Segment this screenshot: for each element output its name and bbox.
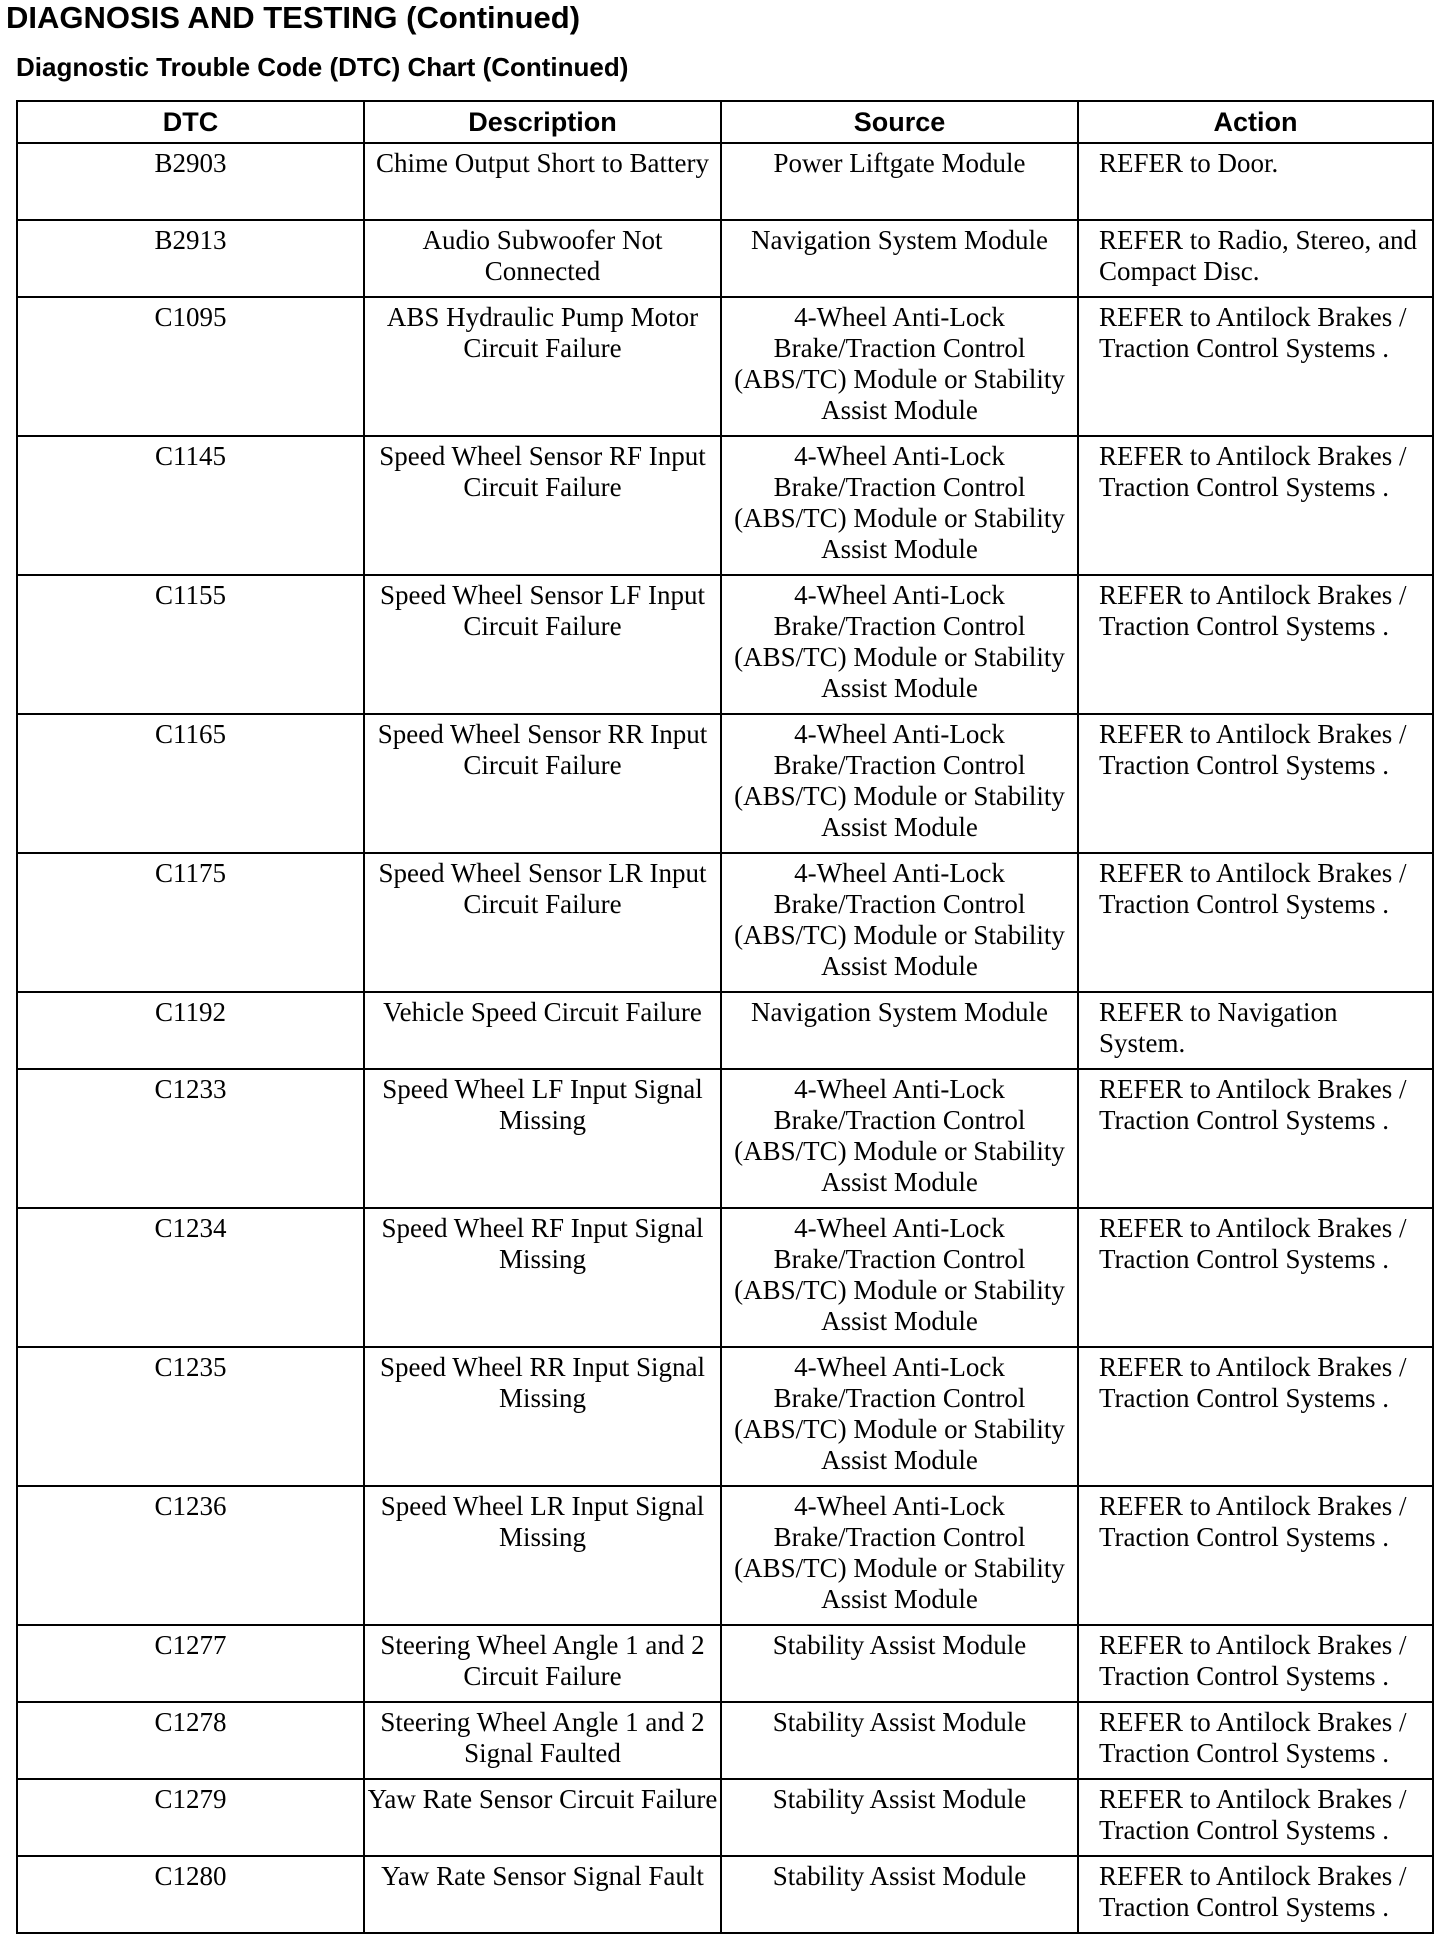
dtc-source: 4-Wheel Anti-Lock Brake/Traction Control (ABS/TC) Module or Stability Assist Module <box>721 436 1078 575</box>
column-header-dtc: DTC <box>17 101 364 143</box>
section-subtitle: Diagnostic Trouble Code (DTC) Chart (Continued) <box>16 52 629 82</box>
dtc-action: REFER to Antilock Brakes / Traction Control Systems . <box>1078 1625 1433 1702</box>
dtc-description: Vehicle Speed Circuit Failure <box>364 992 721 1069</box>
dtc-code: C1278 <box>17 1702 364 1779</box>
dtc-source: 4-Wheel Anti-Lock Brake/Traction Control (ABS/TC) Module or Stability Assist Module <box>721 575 1078 714</box>
dtc-action: REFER to Antilock Brakes / Traction Control Systems . <box>1078 1779 1433 1856</box>
dtc-description: Speed Wheel Sensor LR Input Circuit Failure <box>364 853 721 992</box>
dtc-action: REFER to Antilock Brakes / Traction Control Systems . <box>1078 1347 1433 1486</box>
dtc-code: C1175 <box>17 853 364 992</box>
dtc-description: Yaw Rate Sensor Circuit Failure <box>364 1779 721 1856</box>
table-row <box>17 1779 1433 1856</box>
dtc-action: REFER to Antilock Brakes / Traction Control Systems . <box>1078 436 1433 575</box>
dtc-action: REFER to Antilock Brakes / Traction Control Systems . <box>1078 1702 1433 1779</box>
dtc-code: C1095 <box>17 297 364 436</box>
dtc-code: C1192 <box>17 992 364 1069</box>
dtc-action: REFER to Antilock Brakes / Traction Control Systems . <box>1078 1208 1433 1347</box>
dtc-source: 4-Wheel Anti-Lock Brake/Traction Control (ABS/TC) Module or Stability Assist Module <box>721 297 1078 436</box>
dtc-source: 4-Wheel Anti-Lock Brake/Traction Control (ABS/TC) Module or Stability Assist Module <box>721 1486 1078 1625</box>
dtc-action: REFER to Radio, Stereo, and Compact Disc. <box>1078 220 1433 297</box>
table-row <box>17 853 1433 992</box>
dtc-source: 4-Wheel Anti-Lock Brake/Traction Control (ABS/TC) Module or Stability Assist Module <box>721 1069 1078 1208</box>
dtc-code: C1145 <box>17 436 364 575</box>
table-row <box>17 575 1433 714</box>
dtc-code: C1277 <box>17 1625 364 1702</box>
dtc-source: Stability Assist Module <box>721 1702 1078 1779</box>
dtc-source: 4-Wheel Anti-Lock Brake/Traction Control (ABS/TC) Module or Stability Assist Module <box>721 714 1078 853</box>
table-row <box>17 714 1433 853</box>
table-header-row <box>17 101 1433 143</box>
table-row <box>17 1069 1433 1208</box>
table-row <box>17 1702 1433 1779</box>
dtc-description: ABS Hydraulic Pump Motor Circuit Failure <box>364 297 721 436</box>
table-row <box>17 436 1433 575</box>
dtc-description: Speed Wheel LF Input Signal Missing <box>364 1069 721 1208</box>
dtc-code: C1235 <box>17 1347 364 1486</box>
column-header-description: Description <box>364 101 721 143</box>
dtc-chart-table <box>16 100 1434 1934</box>
dtc-description: Audio Subwoofer Not Connected <box>364 220 721 297</box>
table-row <box>17 143 1433 220</box>
dtc-source: Navigation System Module <box>721 220 1078 297</box>
table-row <box>17 1347 1433 1486</box>
dtc-source: 4-Wheel Anti-Lock Brake/Traction Control (ABS/TC) Module or Stability Assist Module <box>721 853 1078 992</box>
dtc-source: Stability Assist Module <box>721 1856 1078 1933</box>
dtc-description: Speed Wheel RR Input Signal Missing <box>364 1347 721 1486</box>
dtc-source: 4-Wheel Anti-Lock Brake/Traction Control (ABS/TC) Module or Stability Assist Module <box>721 1208 1078 1347</box>
dtc-action: REFER to Antilock Brakes / Traction Control Systems . <box>1078 1486 1433 1625</box>
dtc-action: REFER to Navigation System. <box>1078 992 1433 1069</box>
dtc-description: Chime Output Short to Battery <box>364 143 721 220</box>
dtc-action: REFER to Antilock Brakes / Traction Control Systems . <box>1078 575 1433 714</box>
table-row <box>17 220 1433 297</box>
dtc-code: C1280 <box>17 1856 364 1933</box>
dtc-action: REFER to Antilock Brakes / Traction Control Systems . <box>1078 853 1433 992</box>
dtc-action: REFER to Antilock Brakes / Traction Control Systems . <box>1078 1069 1433 1208</box>
dtc-action: REFER to Door. <box>1078 143 1433 220</box>
table-row <box>17 992 1433 1069</box>
dtc-description: Yaw Rate Sensor Signal Fault <box>364 1856 721 1933</box>
dtc-code: C1234 <box>17 1208 364 1347</box>
dtc-description: Speed Wheel LR Input Signal Missing <box>364 1486 721 1625</box>
dtc-description: Speed Wheel RF Input Signal Missing <box>364 1208 721 1347</box>
dtc-description: Speed Wheel Sensor RR Input Circuit Failure <box>364 714 721 853</box>
dtc-code: B2903 <box>17 143 364 220</box>
dtc-code: B2913 <box>17 220 364 297</box>
page-title: DIAGNOSIS AND TESTING (Continued) <box>6 0 581 35</box>
dtc-code: C1279 <box>17 1779 364 1856</box>
table-row <box>17 1856 1433 1933</box>
column-header-action: Action <box>1078 101 1433 143</box>
column-header-source: Source <box>721 101 1078 143</box>
dtc-source: Power Liftgate Module <box>721 143 1078 220</box>
table-row <box>17 1486 1433 1625</box>
dtc-source: Navigation System Module <box>721 992 1078 1069</box>
dtc-code: C1233 <box>17 1069 364 1208</box>
table-row <box>17 297 1433 436</box>
dtc-action: REFER to Antilock Brakes / Traction Control Systems . <box>1078 297 1433 436</box>
dtc-code: C1155 <box>17 575 364 714</box>
dtc-description: Steering Wheel Angle 1 and 2 Circuit Failure <box>364 1625 721 1702</box>
table-row <box>17 1208 1433 1347</box>
dtc-source: 4-Wheel Anti-Lock Brake/Traction Control (ABS/TC) Module or Stability Assist Module <box>721 1347 1078 1486</box>
dtc-description: Steering Wheel Angle 1 and 2 Signal Faulted <box>364 1702 721 1779</box>
dtc-source: Stability Assist Module <box>721 1625 1078 1702</box>
dtc-code: C1165 <box>17 714 364 853</box>
dtc-source: Stability Assist Module <box>721 1779 1078 1856</box>
dtc-action: REFER to Antilock Brakes / Traction Control Systems . <box>1078 1856 1433 1933</box>
dtc-code: C1236 <box>17 1486 364 1625</box>
dtc-description: Speed Wheel Sensor LF Input Circuit Failure <box>364 575 721 714</box>
table-row <box>17 1625 1433 1702</box>
dtc-action: REFER to Antilock Brakes / Traction Control Systems . <box>1078 714 1433 853</box>
dtc-description: Speed Wheel Sensor RF Input Circuit Failure <box>364 436 721 575</box>
